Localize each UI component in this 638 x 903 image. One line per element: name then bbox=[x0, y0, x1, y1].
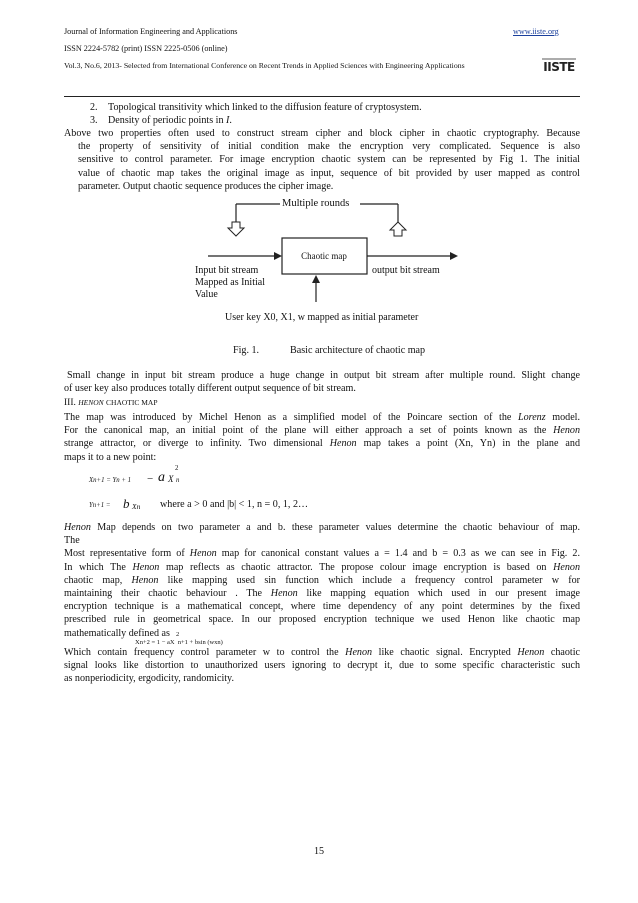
chaotic-map-label: Chaotic map bbox=[301, 251, 347, 261]
input-bit-stream-label: Input bit stream bbox=[195, 265, 259, 276]
iiste-logo-text: IISTE bbox=[543, 60, 575, 74]
list-item-2-number: 2. bbox=[90, 102, 98, 113]
figure-1-caption-text: Basic architecture of chaotic map bbox=[290, 345, 426, 356]
page-number: 15 bbox=[314, 846, 325, 857]
paragraph-3-line: For the canonical map, an initial point of the plane will either approach a set of points known as the Henon bbox=[64, 425, 580, 437]
issn-line: ISSN 2224-5782 (print) ISSN 2225-0506 (online) bbox=[64, 44, 228, 53]
paragraph-4-line: encryption technique is a mathematical concept, where time dependency of any point determines by the fixed bbox=[64, 601, 580, 613]
output-bit-stream-label: output bit stream bbox=[372, 265, 440, 276]
paragraph-3-line: strange attractor, or diverge to infinity. Two dimensional Henon map takes a point (Xn, Yn) in the plane and bbox=[64, 438, 580, 450]
user-key-arrowhead-icon bbox=[312, 275, 320, 283]
equation-3-text: Xn+2 = 1 − aX n+1 + bsin (wxn) bbox=[135, 639, 223, 646]
input-arrowhead-icon bbox=[274, 252, 282, 260]
figure-1-caption-number: Fig. 1. bbox=[233, 345, 260, 356]
list-item-3-text: Density of periodic points in I. bbox=[108, 115, 232, 126]
list-item-3-number: 3. bbox=[90, 115, 98, 126]
paragraph-4-line: prescribed rule in geometrical space. In our proposed encryption technique we used Henon like chaotic map bbox=[64, 614, 580, 626]
section-heading: III. HENON CHAOTIC MAP bbox=[64, 398, 158, 408]
list-item-2-text: Topological transitivity which linked to the diffusion feature of cryptosystem. bbox=[108, 102, 422, 113]
paragraph-4 bbox=[64, 521, 580, 640]
equation-1-subscript: n bbox=[176, 477, 180, 484]
down-arrow-icon bbox=[228, 222, 244, 236]
equation-3-superscript: 2 bbox=[176, 631, 180, 638]
iiste-logo-icon bbox=[540, 56, 578, 74]
paragraph-1-line: value of chaotic map takes the original image as input, sequence of bit provided by user mapped as control bbox=[78, 167, 580, 179]
equation-2 bbox=[89, 496, 489, 514]
equation-1-superscript: 2 bbox=[175, 465, 179, 472]
paragraph-2-line: of user key also produces totally different output sequence of bit stream. bbox=[64, 383, 356, 395]
journal-website-link[interactable]: www.iiste.org bbox=[513, 27, 559, 36]
equation-1-a: a bbox=[158, 470, 165, 485]
iiste-logo bbox=[540, 56, 578, 74]
paragraph-4-line: In which The Henon map reflects as chaotic attractor. The propose colour image encryption is based on Henon bbox=[64, 561, 581, 573]
paragraph-4-line: chaotic map, Henon like mapping used sin function which include a frequency control parameter w for bbox=[64, 574, 581, 586]
paragraph-1-line: sensitive to control parameter. For image encryption chaotic system can be represented by Fig 1. The initial bbox=[78, 154, 580, 166]
paragraph-3-line: maps it to a new point: bbox=[64, 451, 157, 463]
up-arrow-icon bbox=[390, 222, 406, 236]
paragraph-4-line: maintaining their chaotic behaviour . The Henon like mapping equation which used in our present image bbox=[64, 588, 580, 600]
multiple-rounds-label: Multiple rounds bbox=[282, 198, 350, 209]
paragraph-4-line: Most representative form of Henon map for canonical constant values a = 1.4 and b = 0.3 as we can see in Fig. 2. bbox=[64, 548, 580, 560]
equation-1-lhs: Xn+1 = Yn + 1 bbox=[89, 477, 132, 484]
equation-1-x: X bbox=[168, 474, 174, 484]
paragraph-4-line: mathematically defined as bbox=[64, 627, 170, 639]
header-rule bbox=[64, 96, 580, 97]
paragraph-5-line: Which contain frequency control parameter w to control the Henon like chaotic signal. Encrypted Henon chaotic bbox=[64, 647, 580, 658]
journal-title: Journal of Information Engineering and Applications bbox=[64, 27, 238, 36]
equation-2-xn: Xn bbox=[132, 502, 141, 511]
paragraph-3-line: The map was introduced by Michel Henon as a simplified model of the Poincare section of the Lorenz model. bbox=[64, 412, 580, 423]
equation-1-minus: − bbox=[147, 473, 154, 485]
user-key-label: User key X0, X1, w mapped as initial parameter bbox=[225, 312, 419, 323]
paragraph-1 bbox=[64, 127, 580, 193]
paragraph-5 bbox=[64, 646, 580, 686]
paragraph-5-line: as nonperiodicity, ergodicity, randomicity. bbox=[64, 673, 234, 685]
paragraph-5-line: signal looks like distortion to unauthorized users ignoring to decrypt it, due to some specific characteristic such bbox=[64, 660, 580, 672]
equation-2-condition: where a > 0 and |b| < 1, n = 0, 1, 2… bbox=[160, 499, 309, 510]
paragraph-2 bbox=[64, 369, 580, 395]
paragraph-1-line: Above two properties often used to construct stream cipher and block cipher in chaotic cryptography. Because bbox=[64, 128, 580, 139]
paragraph-1-line: parameter. Output chaotic sequence produces the cipher image. bbox=[78, 180, 334, 192]
volume-line: Vol.3, No.6, 2013- Selected from International Conference on Recent Trends in Applied Sciences with Engineering Applications bbox=[64, 61, 465, 70]
equation-2-lhs: Yn+1 = bbox=[89, 502, 111, 509]
figure-1-diagram bbox=[190, 192, 460, 327]
paragraph-1-line: the property of sensitivity of initial condition make the encryption very complicated. Sequence is also bbox=[78, 141, 580, 153]
paragraph-4-line: The bbox=[64, 535, 80, 547]
paragraph-2-line: Small change in input bit stream produce a huge change in output bit stream after multiple round. Slight change bbox=[67, 370, 580, 381]
output-arrowhead-icon bbox=[450, 252, 458, 260]
paragraph-3 bbox=[64, 411, 580, 464]
mapped-value-label: Value bbox=[195, 289, 218, 300]
equation-1 bbox=[89, 466, 289, 488]
paragraph-4-line: Henon Map depends on two parameter a and b. these parameter values determine the chaotic behaviour of map. bbox=[64, 522, 580, 533]
mapped-initial-label: Mapped as Initial bbox=[195, 277, 265, 288]
equation-2-b: b bbox=[123, 496, 130, 511]
